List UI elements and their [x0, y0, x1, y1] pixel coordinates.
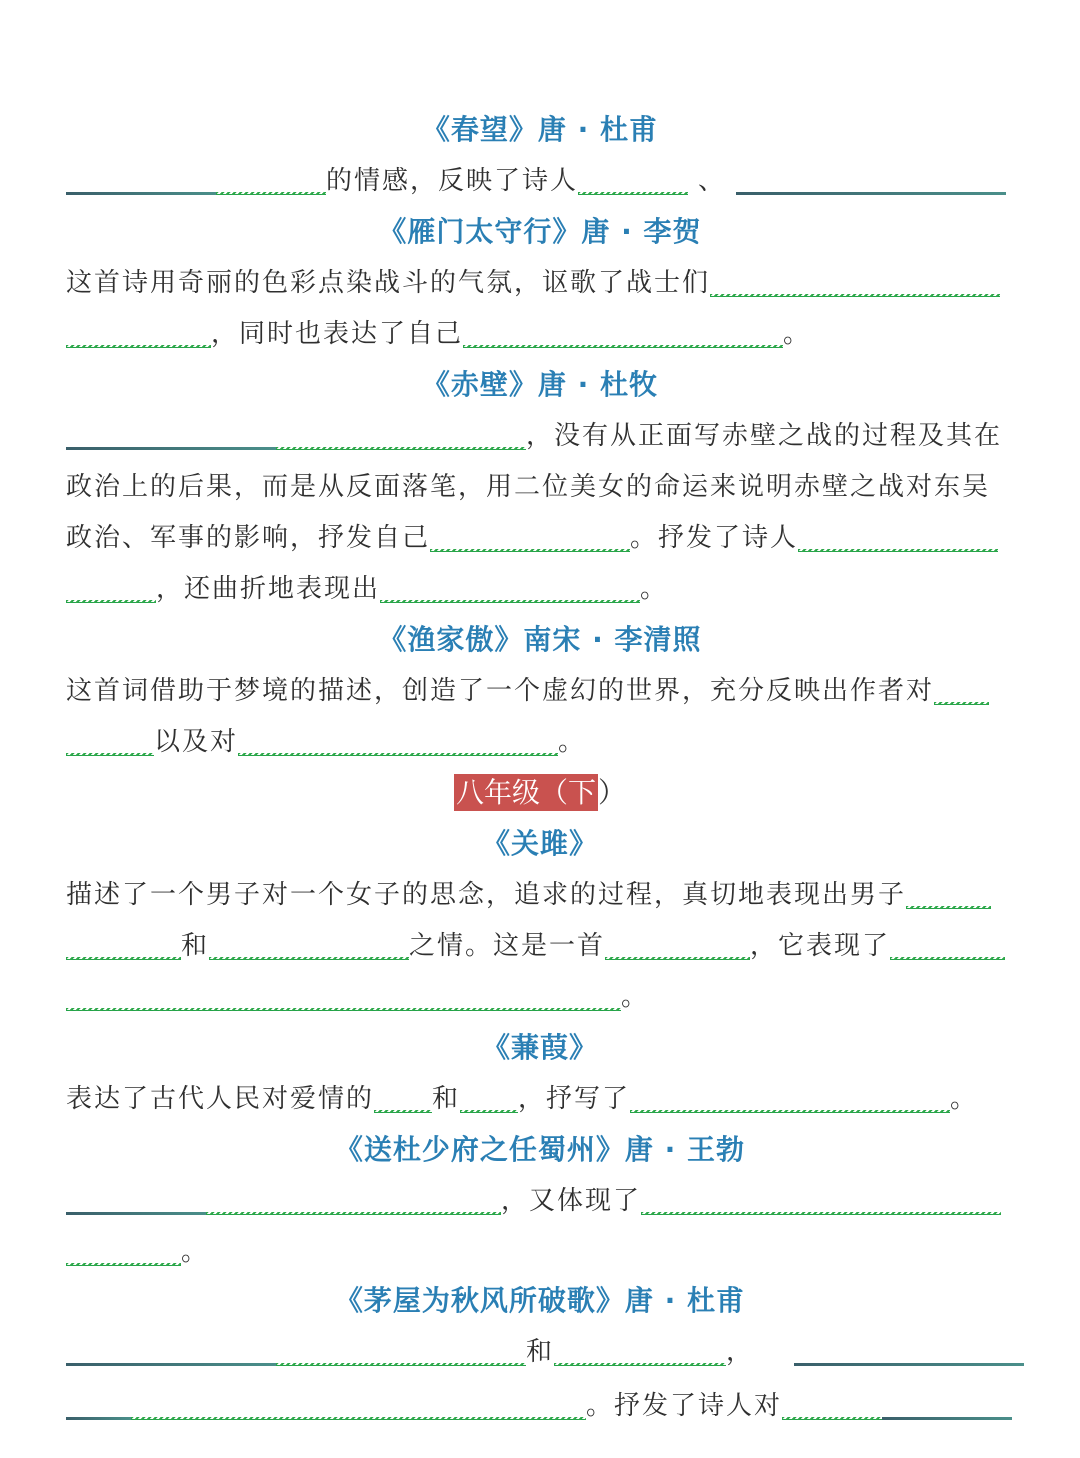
fill-blank	[131, 1416, 586, 1420]
line-maowu-1: 和 ，	[66, 1334, 1016, 1370]
fill-blank	[710, 293, 1000, 297]
poem-title-jianjia: 《蒹葭》	[481, 1031, 598, 1064]
poem-title-yujiaao: 《渔家傲》南宋 · 李清照	[378, 623, 702, 656]
fill-blank	[66, 1262, 181, 1266]
fill-blank	[794, 1362, 1024, 1366]
line-yujiaao-2: 以及对 。	[66, 724, 1016, 760]
fill-blank	[238, 752, 558, 756]
fill-blank	[605, 956, 750, 960]
poem-title-maowu: 《茅屋为秋风所破歌》唐 · 杜甫	[334, 1284, 746, 1317]
fill-blank	[578, 191, 688, 195]
line-yujiaao-1: 这首词借助于梦境的描述，创造了一个虚幻的世界，充分反映出作者对	[66, 673, 1016, 709]
fill-blank	[66, 1007, 621, 1011]
fill-blank	[276, 446, 526, 450]
fill-blank	[906, 905, 991, 909]
fill-blank	[374, 1109, 432, 1113]
poem-title-guanju: 《关雎》	[481, 827, 598, 860]
fill-blank	[66, 1362, 276, 1366]
poem-title-yanmen: 《雁门太守行》唐 · 李贺	[378, 215, 702, 248]
line-yanmen-1: 这首诗用奇丽的色彩点染战斗的气氛，讴歌了战士们	[66, 265, 1016, 301]
grade-heading: 八年级（下）	[455, 776, 627, 809]
grade-highlight: 八年级（下	[455, 776, 596, 809]
fill-blank	[463, 344, 783, 348]
fill-blank	[641, 1211, 1001, 1215]
line-maowu-2: 。抒发了诗人对	[66, 1388, 1016, 1424]
line-chibi-1: ，没有从正面写赤壁之战的过程及其在	[66, 418, 1016, 454]
line-yanmen-2: ，同时也表达了自己 。	[66, 316, 1016, 352]
fill-blank	[66, 446, 276, 450]
fill-blank	[66, 956, 181, 960]
poem-title-songdu: 《送杜少府之任蜀州》唐 · 王勃	[334, 1133, 746, 1166]
line-chibi-3: 政治、军事的影响，抒发自己 。抒发了诗人	[66, 520, 1016, 556]
fill-blank	[216, 191, 326, 195]
fill-blank	[276, 1362, 526, 1366]
fill-blank	[66, 1211, 206, 1215]
line-guanju-3: 。	[66, 979, 1016, 1015]
poem-title-chunwang: 《春望》唐 · 杜甫	[421, 113, 659, 146]
line-jianjia-1: 表达了古代人民对爱情的 和 ，抒写了 。	[66, 1084, 979, 1114]
fill-blank	[66, 1416, 131, 1420]
line-songdu-1: ，又体现了	[66, 1183, 1016, 1219]
poem-title-chibi: 《赤壁》唐 · 杜牧	[421, 368, 659, 401]
fill-blank	[66, 344, 211, 348]
line-chibi-4: ，还曲折地表现出 。	[66, 571, 1016, 607]
fill-blank	[460, 1109, 518, 1113]
line-guanju-2: 和 之情。这是一首 ，它表现了	[66, 928, 1016, 964]
fill-blank	[209, 956, 409, 960]
fill-blank	[782, 1416, 882, 1420]
line-songdu-2: 。	[66, 1234, 1016, 1270]
line-guanju-1: 描述了一个男子对一个女子的思念，追求的过程，真切地表现出男子	[66, 877, 1016, 913]
fill-blank	[736, 191, 1006, 195]
fill-blank	[934, 701, 989, 705]
line-chibi-2: 政治上的后果，而是从反面落笔，用二位美女的命运来说明赤壁之战对东吴	[66, 472, 991, 502]
fill-blank	[798, 548, 998, 552]
fill-blank	[554, 1362, 726, 1366]
fill-blank	[380, 599, 640, 603]
fill-blank	[66, 599, 156, 603]
fill-blank	[66, 752, 154, 756]
fill-blank	[206, 1211, 501, 1215]
line-chunwang-1: 的情感，反映了诗人 、	[66, 163, 1016, 199]
fill-blank	[890, 956, 1005, 960]
fill-blank	[630, 1109, 950, 1113]
fill-blank	[430, 548, 630, 552]
fill-blank	[882, 1416, 1012, 1420]
fill-blank	[66, 191, 216, 195]
